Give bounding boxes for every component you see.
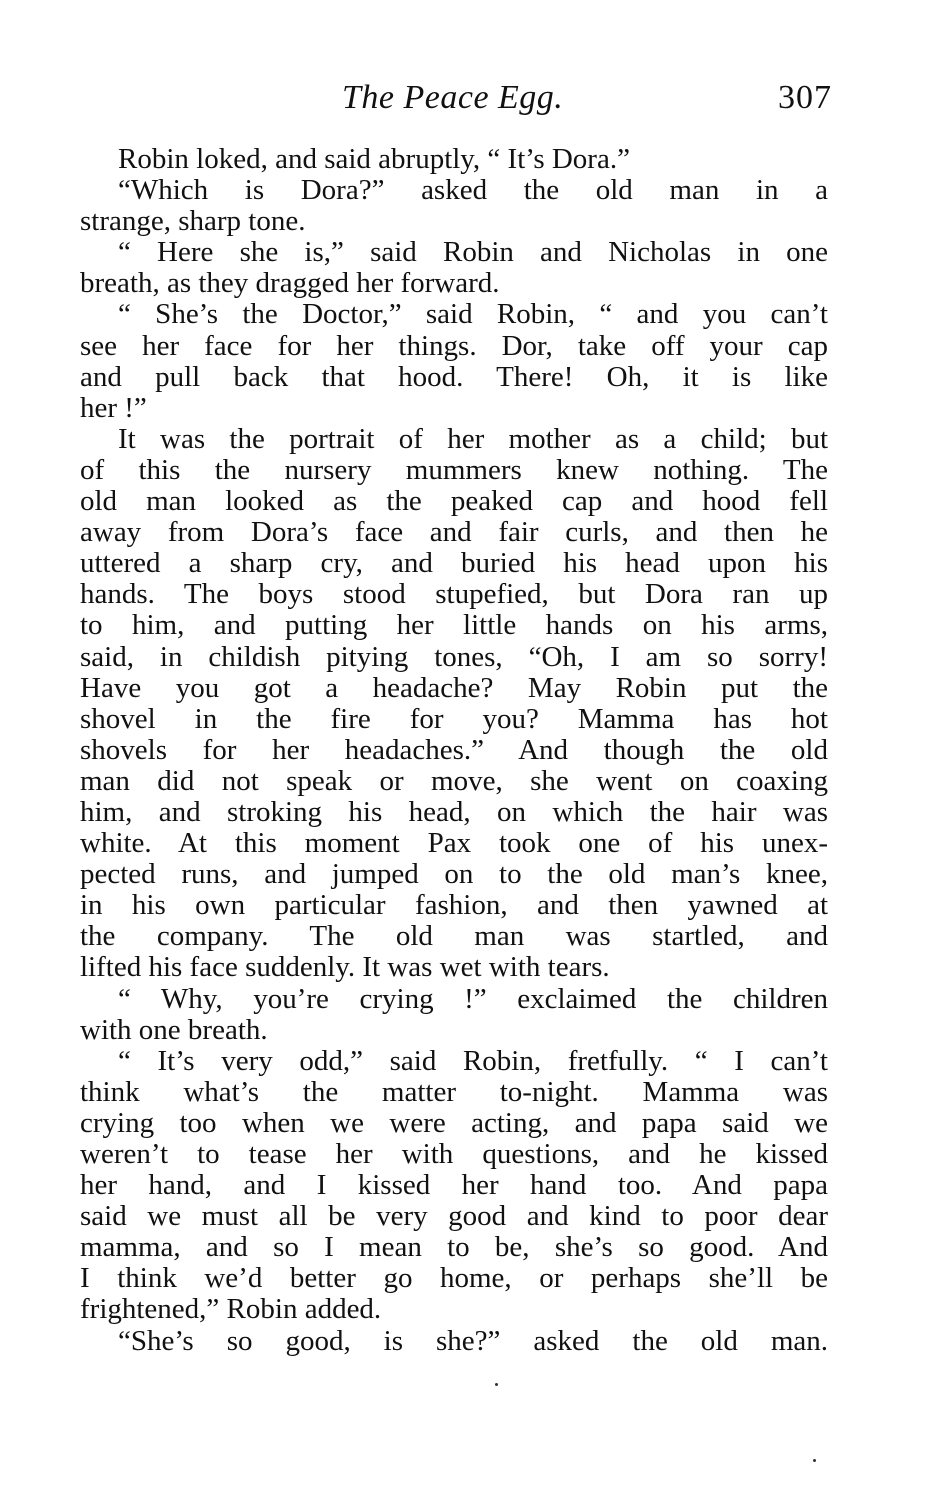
text-line: “ It’s very odd,” said Robin, fretfully. “ I can’t — [118, 1044, 828, 1077]
text-line: white. At this moment Pax took one of his unex- — [80, 827, 828, 860]
text-line: Have you got a headache? May Robin put the — [80, 671, 828, 704]
text-line: to him, and putting her little hands on his arms, — [80, 609, 828, 642]
text-line: shovel in the fire for you? Mamma has hot — [80, 702, 828, 735]
text-line: think what’s the matter to-night. Mamma was — [80, 1075, 828, 1108]
text-line: Robin loked, and said abruptly, “ It’s Dora.” — [118, 143, 630, 175]
text-line: uttered a sharp cry, and buried his head upon his — [80, 547, 828, 580]
text-line: “ Here she is,” said Robin and Nicholas in one — [118, 236, 828, 269]
print-speck — [813, 1459, 816, 1462]
text-line: and pull back that hood. There! Oh, it is like — [80, 360, 828, 393]
text-line: see her face for her things. Dor, take off your cap — [80, 329, 828, 362]
text-line: the company. The old man was startled, and — [80, 920, 828, 953]
running-head — [80, 78, 832, 122]
text-line: mamma, and so I mean to be, she’s so good. And — [80, 1231, 828, 1264]
text-line: pected runs, and jumped on to the old man’s knee, — [80, 858, 828, 891]
text-line: “She’s so good, is she?” asked the old man. — [118, 1324, 828, 1357]
text-line: shovels for her headaches.” And though the old — [80, 733, 828, 766]
text-line: in his own particular fashion, and then yawned at — [80, 889, 828, 922]
text-line: hands. The boys stood stupefied, but Dora ran up — [80, 578, 828, 611]
text-line: breath, as they dragged her forward. — [80, 267, 500, 300]
text-line: away from Dora’s face and fair curls, and then he — [80, 516, 828, 549]
print-speck — [495, 1383, 498, 1386]
text-line: strange, sharp tone. — [80, 205, 306, 238]
text-line: It was the portrait of her mother as a child; but — [118, 422, 828, 455]
text-line: with one breath. — [80, 1013, 268, 1046]
text-line: of this the nursery mummers knew nothing. The — [80, 453, 828, 486]
page-number: 307 — [778, 79, 832, 116]
text-line: “ She’s the Doctor,” said Robin, “ and you can’t — [118, 298, 828, 331]
text-line: frightened,” Robin added. — [80, 1293, 382, 1326]
text-line: said, in childish pitying tones, “Oh, I am so sorry! — [80, 640, 828, 673]
text-line: weren’t to tease her with questions, and he kissed — [80, 1138, 828, 1170]
text-line: man did not speak or move, she went on coaxing — [80, 764, 828, 797]
text-line: lifted his face suddenly. It was wet with tears. — [80, 951, 610, 984]
body-text — [80, 144, 828, 1357]
text-line: him, and stroking his head, on which the hair was — [80, 795, 828, 828]
text-line: said we must all be very good and kind to poor dear — [80, 1200, 828, 1233]
text-line: I think we’d better go home, or perhaps she’ll be — [80, 1262, 828, 1295]
text-line: “Which is Dora?” asked the old man in a — [118, 174, 828, 207]
text-line: crying too when we were acting, and papa said we — [80, 1106, 828, 1139]
text-line: her !” — [80, 391, 147, 424]
text-line: “ Why, you’re crying !” exclaimed the children — [118, 982, 828, 1015]
text-line: her hand, and I kissed her hand too. And papa — [80, 1169, 828, 1202]
text-line: old man looked as the peaked cap and hood fell — [80, 485, 828, 518]
running-title: The Peace Egg. — [342, 79, 564, 116]
